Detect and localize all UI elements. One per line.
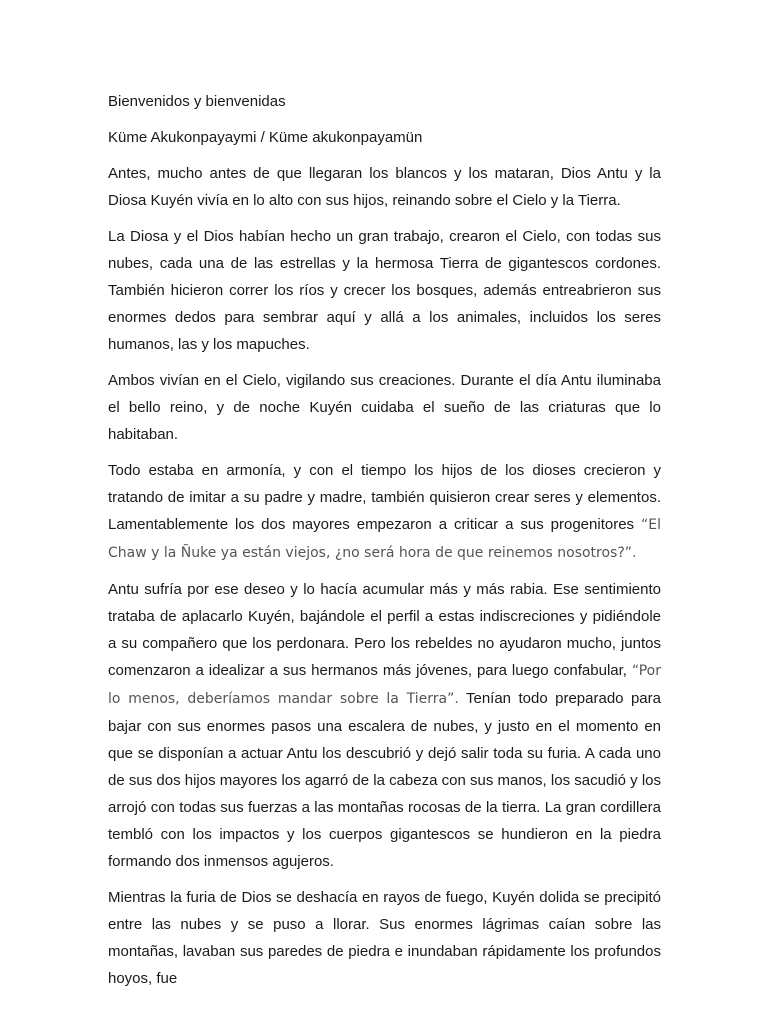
paragraph-2: La Diosa y el Dios habían hecho un gran trabajo, crearon el Cielo, con todas sus nubes, cada una de las estrellas y la hermosa Tierra de gigantescos cordones. También hicieron correr los ríos y crecer los bosques, además entreabrieron sus enormes dedos para sembrar aquí y allá a los animales, incluidos los seres humanos, las y los mapuches. (108, 228, 661, 353)
paragraph-4-quote-a: “El Chaw y la Ñuke ya están viejos, ¿no será hora de (108, 517, 661, 561)
paragraph-6: Mientras la furia de Dios se deshacía en rayos de fuego, Kuyén dolida se precipitó entre las nubes y se puso a llorar. Sus enormes lágrimas caían sobre las montañas, lavaban sus paredes de piedra e inundaban rápidamente los profundos hoyos, fue (108, 889, 661, 987)
paragraph-3: Ambos vivían en el Cielo, vigilando sus creaciones. Durante el día Antu iluminaba el bello reino, y de noche Kuyén cuidaba el sueño de las criaturas que lo habitaban. (108, 372, 661, 443)
document-page (108, 88, 661, 1001)
paragraph-4-quote-b: que reinemos nosotros?”. (457, 545, 637, 561)
paragraph-4 (108, 457, 661, 567)
paragraph-1: Antes, mucho antes de que llegaran los blancos y los mataran, Dios Antu y la Diosa Kuyén vivía en lo alto con sus hijos, reinando sobre el Cielo y la Tierra. (108, 165, 661, 209)
paragraph-5 (108, 576, 661, 875)
paragraph-5-text-b: Tenían todo preparado para bajar con sus enormes pasos una escalera de nubes, y justo en el momento en que se disponían a actuar Antu los descubrió y dejó salir toda su furia. A cada uno de sus dos hijos mayores los agarró de la cabeza con sus manos, los sacudió y los arrojó con todas sus fuerzas a las montañas rocosas de la tierra. La gran cordillera tembló con los impactos y los cuerpos gigantescos se hundieron en la piedra formando dos inmensos agujeros. (108, 690, 661, 870)
paragraph-5-text-a: Antu sufría por ese deseo y lo hacía acumular más y más rabia. Ese sentimiento trataba de aplacarlo Kuyén, bajándole el perfil a estas indiscreciones y pidiéndole a su compañero que los perdonara. Pero los rebeldes no ayudaron mucho, juntos comenzaron a idealizar a sus hermanos más jóvenes, para luego confabular, (108, 581, 661, 679)
paragraph-4-text: Todo estaba en armonía, y con el tiempo los hijos de los dioses crecieron y tratando de imitar a su padre y madre, también quisieron crear seres y elementos. Lamentablemente los dos mayores empezaron a criticar a sus progenitores (108, 462, 661, 533)
greeting: Bienvenidos y bienvenidas (108, 93, 286, 110)
paragraph-5-quote: “Por lo menos, deberíamos mandar sobre la Tierra”. (108, 663, 661, 707)
greeting-mapudungun: Küme Akukonpayaymi / Küme akukonpayamün (108, 129, 423, 146)
